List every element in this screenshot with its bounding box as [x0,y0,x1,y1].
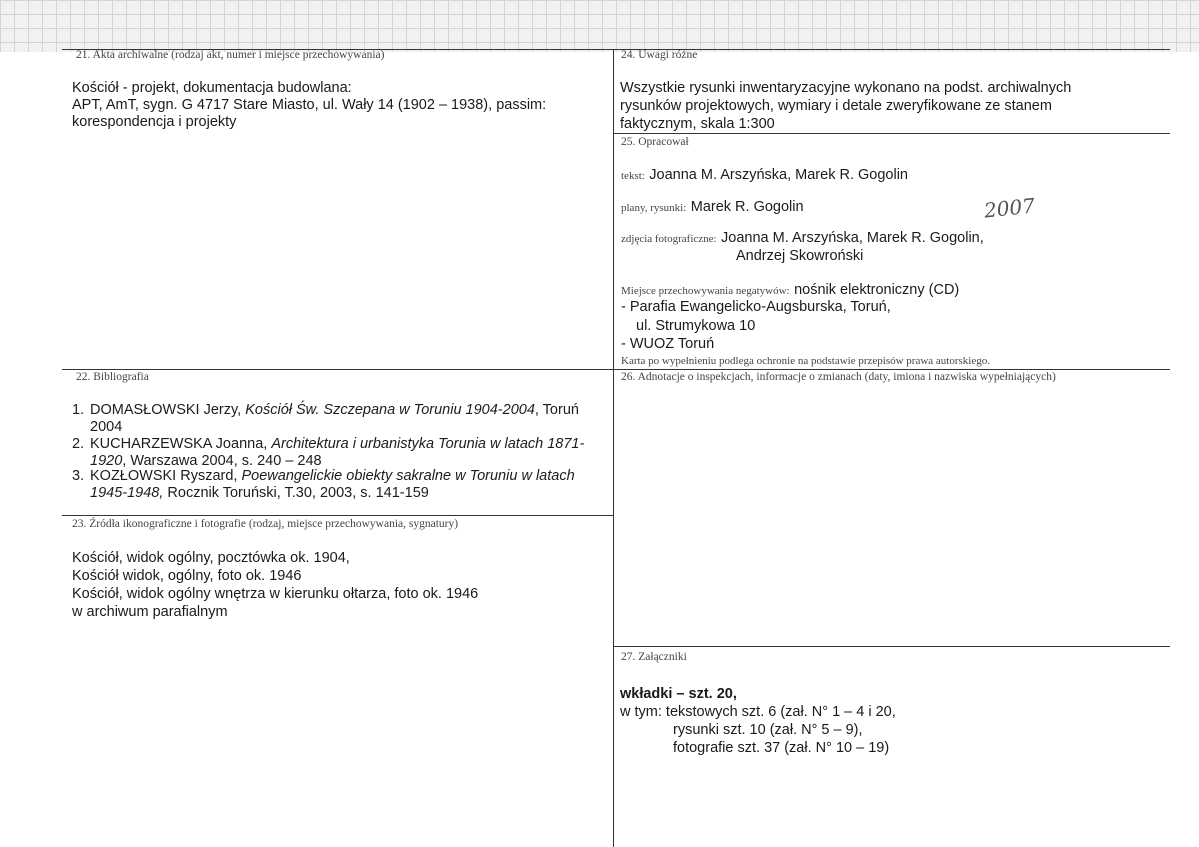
zdjecia-value-2: Andrzej Skowroński [736,248,864,264]
bib-author: KUCHARZEWSKA Joanna, [90,436,272,452]
miejsce-row [621,281,959,299]
attachments-line-3: fotografie szt. 37 (zał. N° 10 – 19) [673,740,890,756]
section24-caption: 24. Uwagi różne [621,49,698,61]
center-divider [613,49,614,847]
divider-25-top [614,133,1170,134]
bibliography-item-2 [72,436,612,470]
zdjecia-label: zdjęcia fotograficzne: [621,233,717,245]
section22-caption: 22. Bibliografia [76,371,149,383]
section26-caption: 26. Adnotacje o inspekcjach, informacje o zmianach (daty, imiona i nazwiska wypełniających) [621,371,1056,383]
section21-line-1: Kościół - projekt, dokumentacja budowlana: [72,80,352,96]
section24-line-1: Wszystkie rysunki inwentaryzacyjne wykonano na podst. archiwalnych [620,80,1072,96]
zdjecia-row [621,229,984,247]
attachments-line-1: w tym: tekstowych szt. 6 (zał. N° 1 – 4 i 20, [620,704,896,720]
section25-caption: 25. Opracował [621,136,689,148]
handwritten-year: 2007 [982,193,1037,223]
bibliography-item-1 [72,402,612,436]
bib-num: 1. [72,402,85,418]
storage-item-2: - WUOZ Toruń [621,336,715,352]
section23-line-3: Kościół, widok ogólny wnętrza w kierunku ołtarza, foto ok. 1946 [72,586,479,602]
bib-author: KOZŁOWSKI Ryszard, [90,468,242,484]
bib-rest: Rocznik Toruński, T.30, 2003, s. 141-159 [163,485,429,501]
plany-label: plany, rysunki: [621,202,687,214]
bib-num: 3. [72,468,85,484]
section23-caption: 23. Źródła ikonograficzne i fotografie (rodzaj, miejsce przechowywania, sygnatury) [72,518,459,530]
section23-line-1: Kościół, widok ogólny, pocztówka ok. 1904, [72,550,350,566]
bib-rest: , Toruń 2004 [90,402,579,435]
tekst-row [621,166,908,184]
bib-author: DOMASŁOWSKI Jerzy, [90,402,246,418]
section21-line-2: APT, AmT, sygn. G 4717 Stare Miasto, ul. Wały 14 (1902 – 1938), passim: [72,97,547,113]
storage-item-1-address: ul. Strumykowa 10 [636,318,756,334]
bib-rest: , Warszawa 2004, s. 240 – 248 [122,453,322,469]
divider-27-top [614,646,1170,647]
miejsce-label: Miejsce przechowywania negatywów: [621,285,790,297]
section23-line-4: w archiwum parafialnym [72,604,228,620]
section27-caption: 27. Załączniki [621,651,687,663]
section24-line-2: rysunków projektowych, wymiary i detale zweryfikowane ze stanem [620,98,1052,114]
divider-23-top [62,515,613,516]
attachments-heading: wkładki – szt. 20, [620,686,737,702]
plany-value: Marek R. Gogolin [690,199,804,215]
bib-title: Poewangelickie obiekty sakralne w Toruniu w latach 1945-1948, [90,468,575,501]
section21-line-3: korespondencja i projekty [72,114,237,130]
bib-title: Architektura i urbanistyka Torunia w latach 1871-1920 [90,436,585,469]
section23-line-2: Kościół widok, ogólny, foto ok. 1946 [72,568,302,584]
storage-item-1: - Parafia Ewangelicko-Augsburska, Toruń, [621,299,891,315]
grid-paper-strip [0,0,1199,52]
copyright-note: Karta po wypełnieniu podlega ochronie na podstawie przepisów prawa autorskiego. [621,355,990,367]
zdjecia-value-1: Joanna M. Arszyńska, Marek R. Gogolin, [721,230,984,246]
attachments-line-2: rysunki szt. 10 (zał. N° 5 – 9), [673,722,863,738]
bibliography-item-3 [72,468,612,502]
divider-row-22 [62,369,1170,370]
tekst-label: tekst: [621,170,645,182]
tekst-value: Joanna M. Arszyńska, Marek R. Gogolin [649,167,908,183]
miejsce-value: nośnik elektroniczny (CD) [794,282,960,298]
plany-row [621,198,804,216]
bib-title: Kościół Św. Szczepana w Toruniu 1904-2004 [245,402,535,418]
section21-caption: 21. Akta archiwalne (rodzaj akt, numer i miejsce przechowywania) [76,49,385,61]
bib-num: 2. [72,436,85,452]
section24-line-3: faktycznym, skala 1:300 [620,116,775,132]
